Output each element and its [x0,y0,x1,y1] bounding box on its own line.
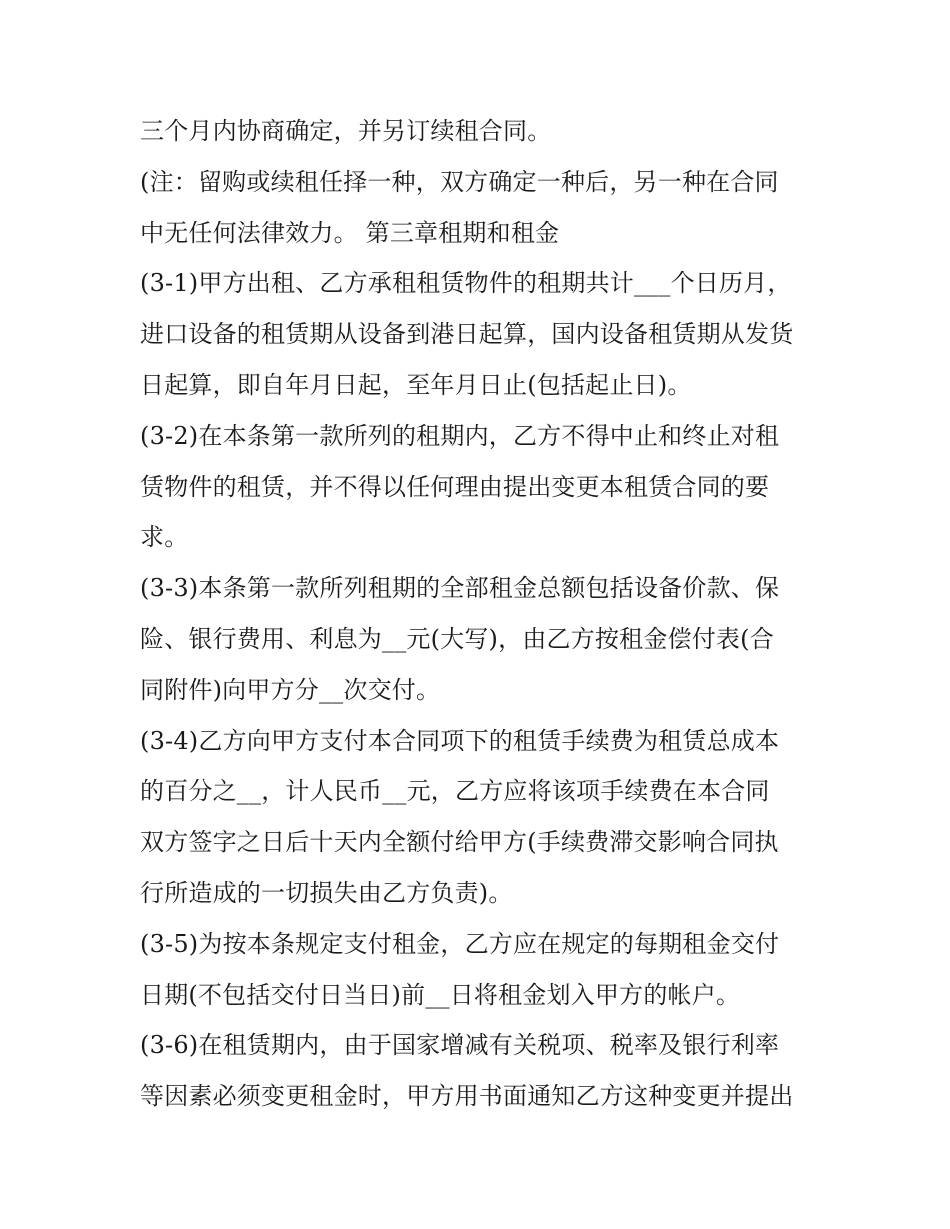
text-line: (3-1)甲方出租、乙方承租租赁物件的租期共计___个日历月， [140,269,792,298]
text-line: (3-2)在本条第一款所列的租期内，乙方不得中止和终止对租 [140,421,780,450]
text-line: 行所造成的一切损失由乙方负责)。 [140,878,513,907]
text-line: (3-5)为按本条规定支付租金，乙方应在规定的每期租金交付 [140,929,780,958]
text-line: 双方签字之日后十天内全额付给甲方(手续费滞交影响合同执 [140,828,779,857]
text-line: 日起算，即自年月日起，至年月日止(包括起止日)。 [140,370,692,399]
text-line: 险、银行费用、利息为__元(大写)，由乙方按租金偿付表(合 [140,624,774,653]
text-line: 求。 [140,523,189,552]
text-line: 的百分之__，计人民币__元，乙方应将该项手续费在本合同 [140,777,770,806]
text-line: (3-3)本条第一款所列租期的全部租金总额包括设备价款、保 [140,574,780,603]
text-line: 日期(不包括交付日当日)前__日将租金划入甲方的帐户。 [140,980,741,1009]
text-line: (3-6)在租赁期内，由于国家增减有关税项、税率及银行利率 [140,1031,780,1060]
text-line: 中无任何法律效力。 第三章租期和租金 [140,218,560,247]
text-line: 赁物件的租赁，并不得以任何理由提出变更本租赁合同的要 [140,472,770,501]
text-line: 三个月内协商确定，并另订续租合同。 [140,117,552,145]
text-line: (注：留购或续租任择一种，双方确定一种后，另一种在合同 [140,167,779,196]
text-line: 进口设备的租赁期从设备到港日起算，国内设备租赁期从发货 [140,320,794,349]
text-line: (3-4)乙方向甲方支付本合同项下的租赁手续费为租赁总成本 [140,726,780,755]
text-line: 同附件)向甲方分__次交付。 [140,675,441,704]
document-body [140,106,830,1122]
text-line: 等因素必须变更租金时，甲方用书面通知乙方这种变更并提出 [140,1082,794,1111]
